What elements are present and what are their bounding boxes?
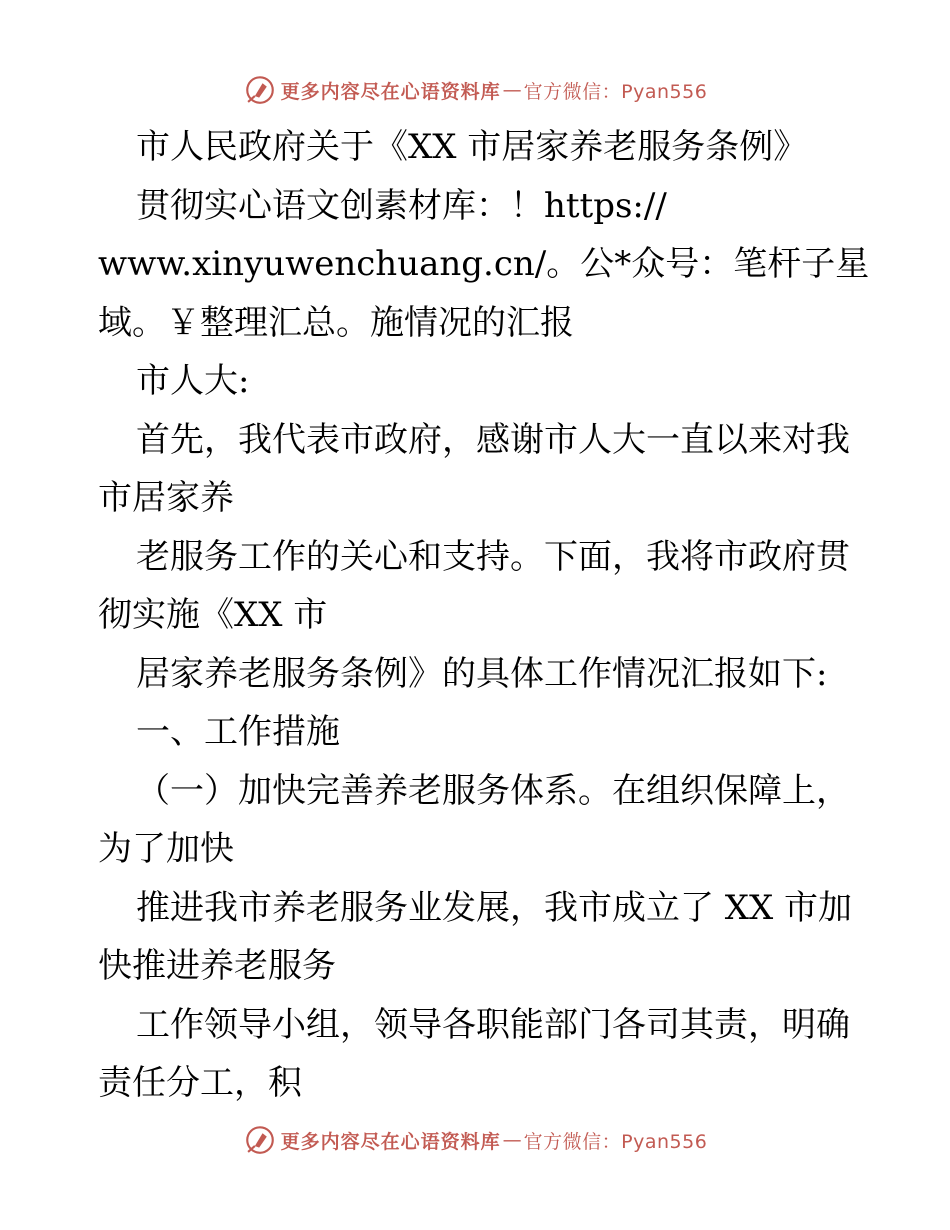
watermark-contact: 官方微信：Pyan556 — [523, 80, 708, 103]
watermark-header — [0, 70, 950, 110]
paragraph-line: 首先，我代表市政府，感谢市人大一直以来对我 — [136, 419, 850, 460]
watermark-separator: — — [502, 1129, 522, 1151]
paragraph-line: 推进我市养老服务业发展，我市成立了 XX 市加 — [136, 887, 853, 928]
section-heading: 一、工作措施 — [136, 712, 340, 752]
paragraph-line: 为了加快 — [98, 829, 234, 869]
pen-nib-logo-icon — [243, 73, 277, 107]
doc-title-line-1: 市人民政府关于《XX 市居家养老服务条例》 — [136, 127, 808, 167]
paragraph-line: 居家养老服务条例》的具体工作情况汇报如下: — [136, 653, 828, 694]
salutation: 市人大: — [136, 361, 250, 401]
paragraph-line: 责任分工，积 — [98, 1063, 302, 1103]
watermark-title: 更多内容尽在心语资料库 — [280, 1130, 501, 1153]
pen-nib-logo-icon — [243, 1123, 277, 1157]
watermark-contact: 官方微信：Pyan556 — [523, 1130, 708, 1153]
watermark-separator: — — [502, 79, 522, 101]
watermark-footer — [0, 1120, 950, 1160]
doc-title-line-3: www.xinyuwenchuang.cn/。公*众号：笔杆子星 — [98, 244, 870, 284]
doc-title-line-4: 域。￥整理汇总。施情况的汇报 — [98, 302, 574, 343]
paragraph-line: 快推进养老服务 — [98, 946, 336, 986]
document-body — [98, 118, 870, 1113]
paragraph-line: 彻实施《XX 市 — [98, 595, 328, 635]
paragraph-line: 老服务工作的关心和支持。下面，我将市政府贯 — [136, 536, 850, 577]
paragraph-line: 工作领导小组，领导各职能部门各司其责，明确 — [136, 1004, 850, 1045]
doc-title-line-2: 贯彻实心语文创素材库：！https:// — [136, 185, 667, 226]
paragraph-line: 市居家养 — [98, 478, 234, 518]
watermark-title: 更多内容尽在心语资料库 — [280, 80, 501, 103]
subsection-line: （一）加快完善养老服务体系。在组织保障上， — [136, 770, 850, 811]
